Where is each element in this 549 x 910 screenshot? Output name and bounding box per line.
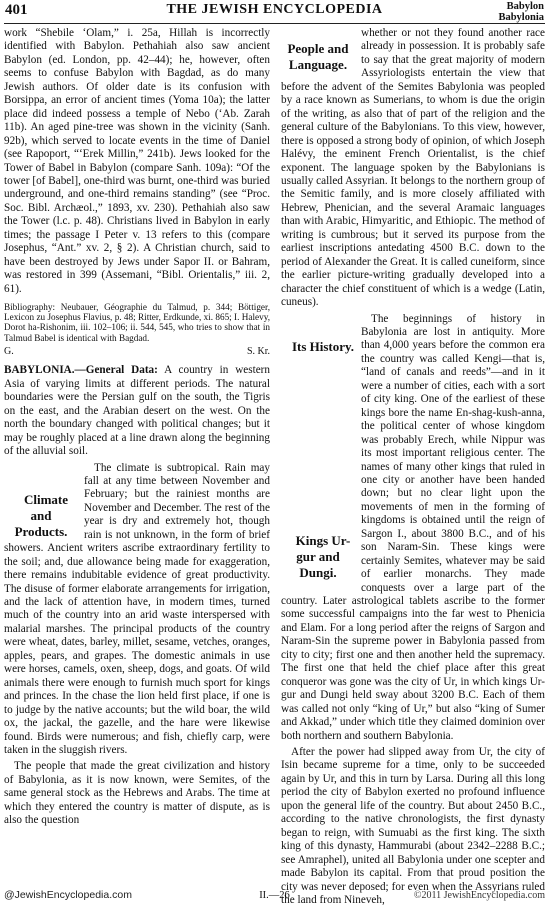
paragraph: [281, 27, 545, 310]
paragraph: [4, 462, 270, 758]
left-column: [4, 27, 270, 831]
sidenote-people: People and Language.: [287, 41, 349, 72]
sidenote-climate: Climate and Products.: [14, 491, 69, 539]
entry-title: BABYLONIA.—General Data:: [4, 364, 158, 377]
right-column: [281, 27, 545, 910]
signature-right: S. Kr.: [246, 345, 270, 357]
page-title: THE JEWISH ENCYCLOPEDIA: [166, 2, 383, 17]
paragraph: After the power had slipped away from Ur, the city of Isin became supreme for a time, only to be succeeded again by Ur, and this in turn by Larsa. During all this long period the city of Babylon exerted no profound influence upon the general life of the country. But about 2450 B.C., according to the native chronologists, the first dynasty began to reign, with Sumuabi as the first king. The sixth king of this dynasty, Hammurabi (about 2342–2288 B.C.; see Amraphel), united all Babylonia under one scepter and made Babylon its capital. From that proud position the city was never deposed; for even when the Assyrians ruled the land from Nineveh,: [281, 746, 545, 906]
page-number: 401: [5, 2, 28, 18]
running-head-line-1: Babylon: [506, 1, 544, 12]
footer-link[interactable]: @JewishEncyclopedia.com: [4, 889, 132, 901]
footer-copyright: ©2011 JewishEncyclopedia.com: [413, 890, 545, 901]
paragraph-text: A country in western Asia of varying limits at different periods. The natural boundaries were the Persian gulf on the south, the Tigris on the east, and the Arabian desert on the west. On the north the boundary changed with political changes; but it may be roughly placed at a line drawn along the beginning of the alluvial soil.: [4, 364, 270, 458]
paragraph-text: The beginnings of history in Babylonia are lost in antiquity. More than 4,000 years before the common era the country was called Kengi—that is, “land of canals and reeds”—and in it were a number of cities, each with a sort of city king. One of the earliest of these kings bore the name En-shag-kush-anna, the political center of whose kingdom was probably Erech, while Nippur was its most important religious center. The names of many other kings that ruled in one city or another have been handed down; but no clear light upon the movements of men in the forming of kingdoms is obtained until the reign of Sargon I., about 3800 B.C., and of his son Naram-Sin. These kings were certainly Semites, whatever may be said of earlier monarchs. They made conquests over a large part of the country. Later astrological tablets ascribe to the former some successful campaigns into the far west to Phenicia and Elam. For a long period after the reigns of Sargon and Naram-Sin the supreme power in Babylonia passed from city to city; first one and then another held the supremacy. The first one that held the chief place after this great conqueror was gone was the city of Ur, in which kings Ur-gur and Dungi held sway about 3200 B.C. Each of them was called not only “king of Ur,” but also “king of Sumer and Akkad,” under which title they claimed dominion over both northern and southern Babylonia.: [281, 312, 545, 742]
article-signature: [4, 345, 270, 358]
sidenote-kings: Kings Ur-gur and Dungi.: [295, 532, 351, 580]
paragraph: The people that made the great civilization and history of Babylonia, as it is now known, were Semites, of the same general stock as the Hebrews and Arabs. The time at which they entered the country is matter of dispute, as is also the question: [4, 760, 270, 827]
paragraph-text: The climate is subtropical. Rain may fall at any time between November and February; but the rainiest months are November and December. The rest of the year is dry and extremely hot, though rain is not unknown, in the form of brief showers. Ancient writers ascribe extraordinary fertility to the soil; and, due allowance being made for exaggeration, there remains indubitable evidence of great productivity. The disuse of former elaborate arrangements for irrigation, and the lack of attention have, in modern times, turned much of the country into an arid waste interspersed with malarial marshes. The principal products of the country were wheat, dates, barley, millet, sesame, vetches, oranges, apples, pears, and grapes. The domestic animals in use were horses, camels, oxen, sheep, dogs, and goats. Of wild animals there were enough to furnish much sport for kings and princes. In the chase the lion held first place, if one is to judge by the native accounts; but the wild boar, the wild ox, the jackal, the gazelle, and the hare were likewise found. Birds were numerous; and fish, chiefly carp, were taken in the sluggish rivers.: [4, 461, 270, 757]
sidenote-history: Its History.: [291, 338, 355, 354]
page-footer: [0, 887, 549, 901]
signature-left: G.: [4, 345, 14, 357]
paragraph: work “Shebile ‘Olam,” i. 25a, Hillah is incorrectly identified with Babylon. Pethahiah also saw ancient Babylon (ed. London, pp. 42–44); he, however, often seems to confuse Babylon with Bagdad, as do many Jewish authors. Of older date is its confusion with Borsippa, an error of ancient times (Yoma 10a); the latter place did indeed possess a temple of Nebo (‘Ab. Zarah 11b). An aged pine-tree was shown in the vicinity (Sanh. 92b), which served to locate events in the time of Daniel (see Rapoport, “‘Erek Millin,” 241b). Jews looked for the Tower of Babel in Babylon (compare Sanh. 109a): “Of the tower [of Babel], one-third was burnt, one-third was buried underground, and one-third remains standing” (see “Proc. Soc. Bibl. Archæol.,” 1893, xv. 230). Pethahiah also saw the Tower (l.c. p. 48). Christians lived in Babylon in early times; the passage I Peter v. 13 refers to this (compare Josephus, “Ant.” xv. 2, § 2). A Christian church, said to have been destroyed by Jews under Sapor II. or Bahram, was restored in 399 (Assemani, “Bibl. Orientalis,” iii. 2, 61).: [4, 27, 270, 295]
header-rule: [4, 23, 545, 24]
footer-signature: II.—26: [259, 890, 290, 901]
page-header: [0, 0, 549, 22]
paragraph: [4, 364, 270, 458]
running-head: [498, 1, 544, 23]
paragraph: [281, 313, 545, 744]
bibliography: Bibliography: Neubauer, Géographie du Talmud, p. 344; Böttiger, Lexicon zu Josephus Flavius, p. 48; Ritter, Erdkunde, xi. 865; I. Halevy, Dorot ha-Rishonim, iii. 102–106; ii. 544, 545, who tries to show that in Talmud Babel is identical with Bagdad.: [4, 302, 270, 343]
running-head-line-2: Babylonia: [498, 12, 544, 23]
paragraph-text: whether or not they found another race already in possession. It is probably safe to say that the great majority of modern Assyriologists entertain the view that before the advent of the Semites Babylonia was peopled by a race known as Sumerians, to whom is due the origin of the writing, as also that of part of the religion and the general culture of the Babylonians. To this view, however, there is opposed a strong body of opinion, of which Joseph Halévy, the eminent French Orientalist, is the chief exponent. The language spoken by the Babylonians is usually called Assyrian. It belongs to the northern group of the Semitic family, and is more closely affiliated with Hebrew, Phenician, and the several Aramaic languages than with Arabic, Himyaritic, and Ethiopic. The method of writing is cumbrous; but it served its purpose from the earliest inscriptions antedating 4500 B.C. down to the period of Alexander the Great. It is called cuneiform, since the earlier picture-writing gradually developed into a character the chief constituent of which is a wedge (Latin, cuneus).: [281, 27, 545, 309]
